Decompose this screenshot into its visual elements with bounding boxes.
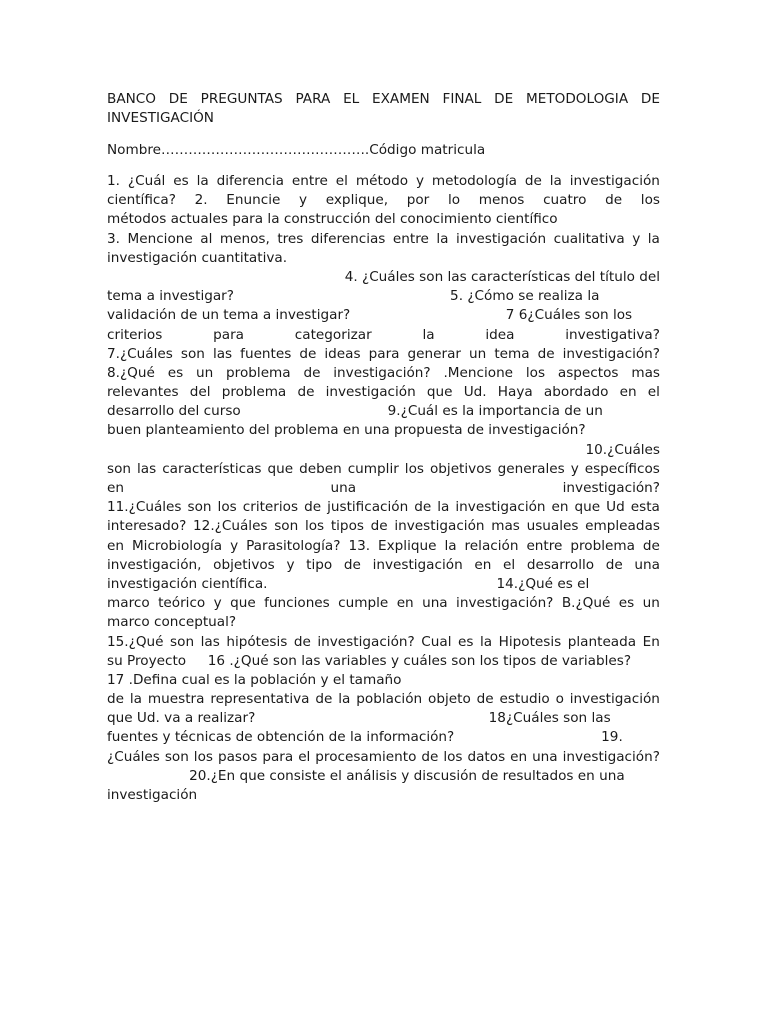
word: explique, [325, 192, 389, 209]
word: la [129, 691, 142, 708]
word: DE [640, 91, 660, 107]
word: METODOLOGIA [526, 91, 629, 107]
word: pasos [217, 748, 258, 765]
word: son [180, 345, 205, 362]
word: B.¿Qué [561, 595, 611, 612]
word: 15.¿Qué [107, 633, 164, 650]
word: una [422, 595, 448, 612]
word: tipos [330, 518, 364, 535]
question-line-28 [107, 690, 660, 709]
word: la [444, 537, 457, 554]
word: la [437, 499, 450, 516]
word: por [406, 192, 430, 209]
word: es [458, 633, 474, 650]
question-line-8: validación de un tema a investigar? 7 6¿Cuáles son los [107, 307, 633, 324]
question-line-16 [107, 460, 660, 479]
word: los [443, 748, 463, 765]
word: fuentes [240, 345, 292, 362]
word: PARA [295, 91, 331, 107]
word: una [532, 748, 558, 765]
word: investigación [394, 518, 485, 535]
word: investigación? [562, 480, 660, 496]
word: y [286, 556, 295, 573]
question-line-5: investigación cuantitativa. [107, 249, 288, 266]
word: para [262, 748, 294, 765]
word: de [421, 748, 439, 765]
question-line-26: su Proyecto 16 .¿Qué son las variables y cuáles son los tipos de variables? [107, 652, 632, 669]
word: los [525, 364, 546, 381]
word: idea [485, 326, 515, 343]
word: 8.¿Qué [107, 364, 155, 381]
word: estudio [499, 691, 550, 708]
word: un [195, 364, 214, 381]
word: Haya [497, 384, 533, 401]
word: metodología [431, 173, 517, 189]
word: criterios [107, 326, 163, 343]
word: de [107, 691, 124, 708]
word: ¿Cuáles [107, 748, 160, 765]
word: la [647, 230, 660, 247]
word: de [304, 499, 322, 516]
question-line-9 [107, 326, 660, 345]
word: tema [494, 345, 530, 362]
word: cuatro [543, 192, 587, 209]
word: el [503, 556, 516, 573]
word: investigativa? [565, 326, 660, 343]
word: el [647, 384, 660, 401]
word: para [213, 326, 244, 343]
word: problema [226, 364, 291, 381]
word: Explique [378, 537, 437, 554]
word: tipo [306, 556, 333, 573]
word: entre [526, 537, 563, 554]
question-line-11 [107, 364, 660, 383]
word: es [618, 595, 635, 612]
question-line-3: métodos actuales para la construcción del conocimiento científico [107, 211, 558, 228]
word: de [476, 691, 494, 708]
question-line-14: buen planteamiento del problema en una propuesta de investigación? [107, 422, 586, 439]
question-line-13: desarrollo del curso 9.¿Cuál es la importancia de un [107, 403, 603, 420]
word: muestra [147, 691, 205, 708]
word: .Mencione [443, 364, 514, 381]
word: el [335, 173, 348, 189]
word: usuales [526, 518, 579, 535]
word: Microbiología [131, 537, 223, 554]
word: que [574, 499, 601, 516]
word: 7.¿Cuáles [107, 345, 173, 362]
word: investigación? [562, 345, 660, 362]
word: son [187, 499, 212, 516]
word: investigación [372, 556, 463, 573]
question-line-32: 20.¿En que consiste el análisis y discusión de resultados en una [107, 767, 625, 784]
word: de [524, 173, 542, 189]
word: Enuncie [226, 192, 281, 209]
question-line-22: investigación científica. 14.¿Qué es el [107, 575, 590, 592]
word: las [212, 345, 233, 362]
word: diferencias [310, 230, 386, 247]
word: esta [630, 499, 660, 516]
word: investigación [325, 384, 416, 401]
questions-list [107, 172, 660, 805]
word: las [137, 460, 157, 477]
word: de [414, 499, 432, 516]
word: de [605, 556, 623, 573]
word: de [303, 364, 321, 381]
word: 11.¿Cuáles [107, 499, 182, 516]
word: relevantes [107, 384, 179, 401]
word: entre [392, 230, 429, 247]
word: de [642, 537, 660, 554]
word: investigación, [107, 556, 202, 573]
word: generar [407, 345, 462, 362]
word: objetivos [429, 460, 492, 477]
word: Cual [421, 633, 452, 650]
word: son [170, 633, 195, 650]
word: población [356, 691, 423, 708]
word: y [213, 595, 222, 612]
word: representativa [210, 691, 310, 708]
word: 1. [107, 173, 120, 189]
word: los [193, 748, 213, 765]
word: menos [478, 192, 525, 209]
question-line-29: que Ud. va a realizar? 18¿Cuáles son las [107, 710, 611, 727]
word: ¿Cuál [127, 173, 166, 189]
word: la [338, 691, 351, 708]
word: hipótesis [226, 633, 288, 650]
word: 13. [348, 537, 371, 554]
word: los [217, 499, 237, 516]
word: en [107, 480, 124, 496]
word: EL [343, 91, 360, 107]
word: es [167, 364, 184, 381]
word: deben [299, 460, 342, 477]
word: de [537, 345, 555, 362]
question-line-23 [107, 594, 660, 613]
word: investigación? [562, 748, 660, 765]
word: de [370, 518, 388, 535]
word: un [469, 345, 487, 362]
word: de [605, 192, 623, 209]
word: y [415, 173, 424, 189]
question-line-6: 4. ¿Cuáles son las características del título del [344, 268, 660, 285]
question-line-27: 17 .Defina cual es la población y el tamaño [107, 671, 402, 688]
word: los [640, 192, 660, 209]
word: tres [277, 230, 304, 247]
name-field-line [107, 141, 660, 160]
question-line-10 [107, 345, 660, 364]
question-line-20 [107, 537, 660, 556]
word: problema [570, 537, 635, 554]
word: objetivos [213, 556, 275, 573]
word: de [315, 691, 333, 708]
word: de [293, 633, 311, 650]
word: los [404, 460, 424, 477]
word: categorizar [294, 326, 372, 343]
word: son [274, 518, 299, 535]
word: o [555, 691, 564, 708]
word: abordado [543, 384, 609, 401]
word: investigación [569, 691, 660, 708]
question-line-19 [107, 517, 660, 536]
word: una [634, 556, 660, 573]
word: la [422, 326, 435, 343]
word: de [297, 384, 315, 401]
word: investigación [455, 499, 546, 516]
word: interesado? [107, 518, 187, 535]
word: cumplir [347, 460, 399, 477]
word: FINAL [442, 91, 482, 107]
word: mas [491, 518, 520, 535]
word: un [642, 595, 660, 612]
word: mas [631, 364, 660, 381]
word: en [474, 556, 492, 573]
word: marco [107, 595, 150, 612]
word: y [632, 230, 641, 247]
word: desarrollo [526, 556, 595, 573]
word: planteada [567, 633, 637, 650]
question-line-33: investigación [107, 787, 198, 803]
word: la [196, 173, 209, 189]
word: que [426, 384, 453, 401]
word: científica? [107, 192, 176, 209]
word: 2. [194, 192, 208, 209]
word: investigación? [317, 633, 415, 650]
word: y [299, 192, 308, 209]
question-line-30: fuentes y técnicas de obtención de la información? 19. [107, 729, 623, 746]
word: justificación [327, 499, 409, 516]
word: del [189, 384, 211, 401]
word: las [200, 633, 220, 650]
word: investigación? [456, 595, 554, 612]
word: DE [168, 91, 188, 107]
word: para [368, 345, 400, 362]
word: 12.¿Cuáles [193, 518, 268, 535]
word: funciones [264, 595, 330, 612]
word: 3. [107, 230, 120, 247]
question-line-18 [107, 498, 660, 517]
word: investigación [569, 173, 660, 189]
word: son [107, 460, 132, 477]
title-line-2: INVESTIGACIÓN [107, 110, 214, 127]
word: y [570, 460, 579, 477]
word: BANCO [107, 91, 156, 107]
word: Mencione [127, 230, 193, 247]
word: Ud. [463, 384, 487, 401]
question-line-7: tema a investigar? 5. ¿Cómo se realiza la [107, 288, 600, 305]
word: objeto [428, 691, 471, 708]
question-line-24: marco conceptual? [107, 614, 237, 631]
word: al [200, 230, 213, 247]
word: el [298, 748, 311, 765]
word: de [299, 345, 317, 362]
question-line-15: 10.¿Cuáles [585, 441, 660, 458]
word: teórico [158, 595, 206, 612]
word: Ud [606, 499, 625, 516]
word: problema [221, 384, 287, 401]
word: Parasitología? [246, 537, 341, 554]
document-title [107, 90, 660, 128]
question-line-25 [107, 633, 660, 652]
word: procesamiento [315, 748, 417, 765]
word: EXAMEN [372, 91, 430, 107]
word: En [642, 633, 660, 650]
word: de [343, 556, 361, 573]
word: método [355, 173, 409, 189]
word: lo [447, 192, 461, 209]
word: investigación? [333, 364, 431, 381]
word: menos, [219, 230, 270, 247]
word: y [230, 537, 239, 554]
word: específicos [584, 460, 660, 477]
word: ideas [324, 345, 361, 362]
question-line-12 [107, 383, 660, 402]
word: en [396, 595, 414, 612]
word: relación [464, 537, 519, 554]
word: criterios [242, 499, 299, 516]
question-line-2 [107, 191, 660, 210]
word: en [107, 537, 124, 554]
word: la [436, 230, 449, 247]
word: empleadas [585, 518, 660, 535]
word: datos [467, 748, 506, 765]
word: es [173, 173, 189, 189]
word: entre [291, 173, 328, 189]
question-line-4 [107, 230, 660, 249]
question-line-1 [107, 172, 660, 191]
word: la [480, 633, 493, 650]
word: cualitativa [553, 230, 625, 247]
word: diferencia [216, 173, 285, 189]
word: aspectos [557, 364, 619, 381]
word: Hipotesis [498, 633, 562, 650]
word: cumple [338, 595, 389, 612]
word: características [162, 460, 262, 477]
word: generales [497, 460, 565, 477]
title-line-1 [107, 90, 660, 109]
word: investigación [455, 230, 547, 247]
word: la [549, 173, 562, 189]
word: en [619, 384, 637, 401]
question-line-31 [107, 748, 660, 767]
word: una [330, 480, 357, 496]
question-line-17 [107, 479, 660, 498]
question-line-21 [107, 556, 660, 575]
word: en [551, 499, 569, 516]
word: PREGUNTAS [200, 91, 283, 107]
word: DE [494, 91, 514, 107]
word: los [304, 518, 325, 535]
word: que [267, 460, 294, 477]
name-and-enrollment-code: Nombre……………………………………….Código matricula [107, 142, 486, 158]
word: en [510, 748, 528, 765]
word: que [230, 595, 256, 612]
word: son [164, 748, 189, 765]
